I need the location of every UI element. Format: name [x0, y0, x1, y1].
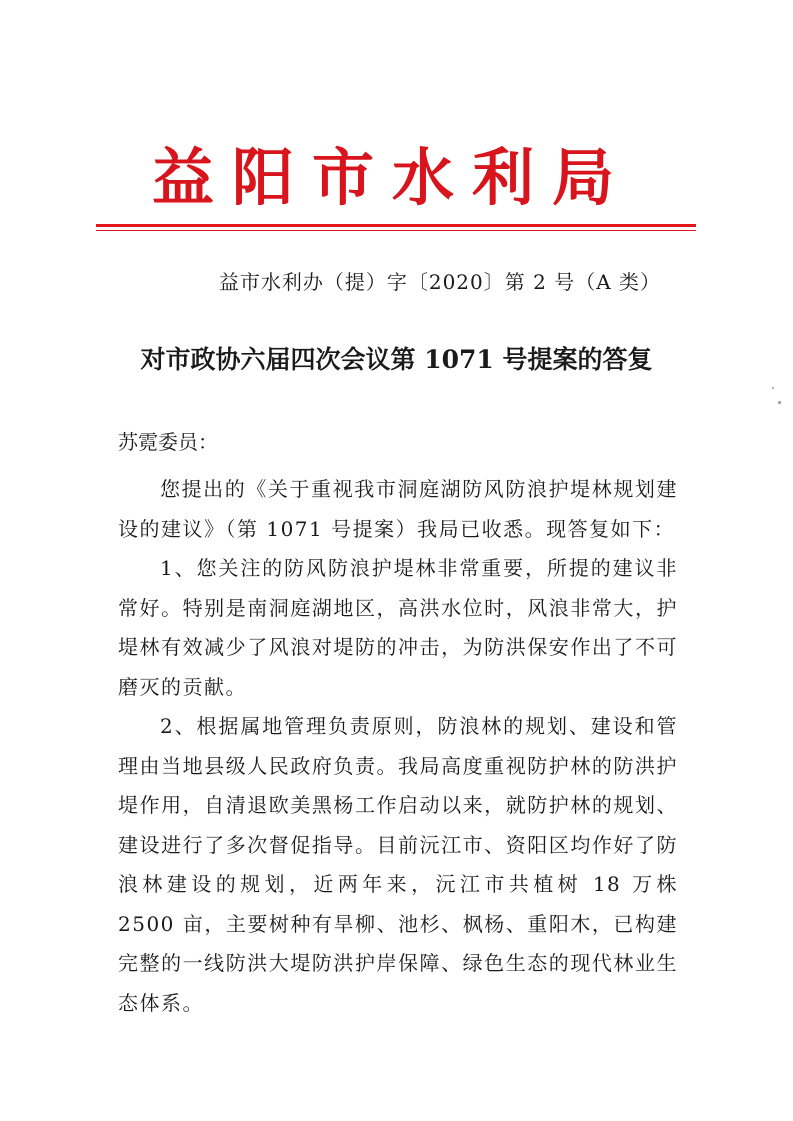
body-paragraph: 1、您关注的防风防浪护堤林非常重要，所提的建议非常好。特别是南洞庭湖地区，高洪水位时，风浪非常大，护堤林有效减少了风浪对堤防的冲击，为防洪保安作出了不可磨灭的贡献。 — [118, 556, 678, 699]
body-paragraph: 您提出的《关于重视我市洞庭湖防风防浪护堤林规划建设的建议》（第 1071 号提案）我局已收悉。现答复如下： — [118, 477, 678, 541]
body-paragraph: 2、根据属地管理负责原则，防浪林的规划、建设和管理由当地县级人民政府负责。我局高度重视防护林的防洪护堤作用，自清退欧美黑杨工作启动以来，就防护林的规划、建设进行了多次督促指导。目前沅江市、资阳区均作好了防浪林建设的规划，近两年来，沅江市共植树 18 万株 2500 亩，主要树种有旱柳、池杉、枫杨、重阳木，已构建完整的一线防洪大堤防洪护岸保障、绿色生态的现代林业生态体系。 — [118, 714, 678, 1015]
salutation: 苏霓委员： — [118, 430, 218, 454]
scan-speck — [772, 387, 774, 389]
masthead-rule-thick — [96, 224, 696, 227]
scan-speck — [778, 401, 781, 404]
document-title: 对市政协六届四次会议第 1071 号提案的答复 — [140, 345, 653, 374]
agency-masthead: 益阳市水利局 — [151, 141, 632, 214]
masthead-rule-thin — [96, 230, 696, 231]
document-body — [118, 470, 678, 1023]
document-number: 益市水利办（提）字〔2020〕第 2 号（A 类） — [218, 270, 661, 294]
